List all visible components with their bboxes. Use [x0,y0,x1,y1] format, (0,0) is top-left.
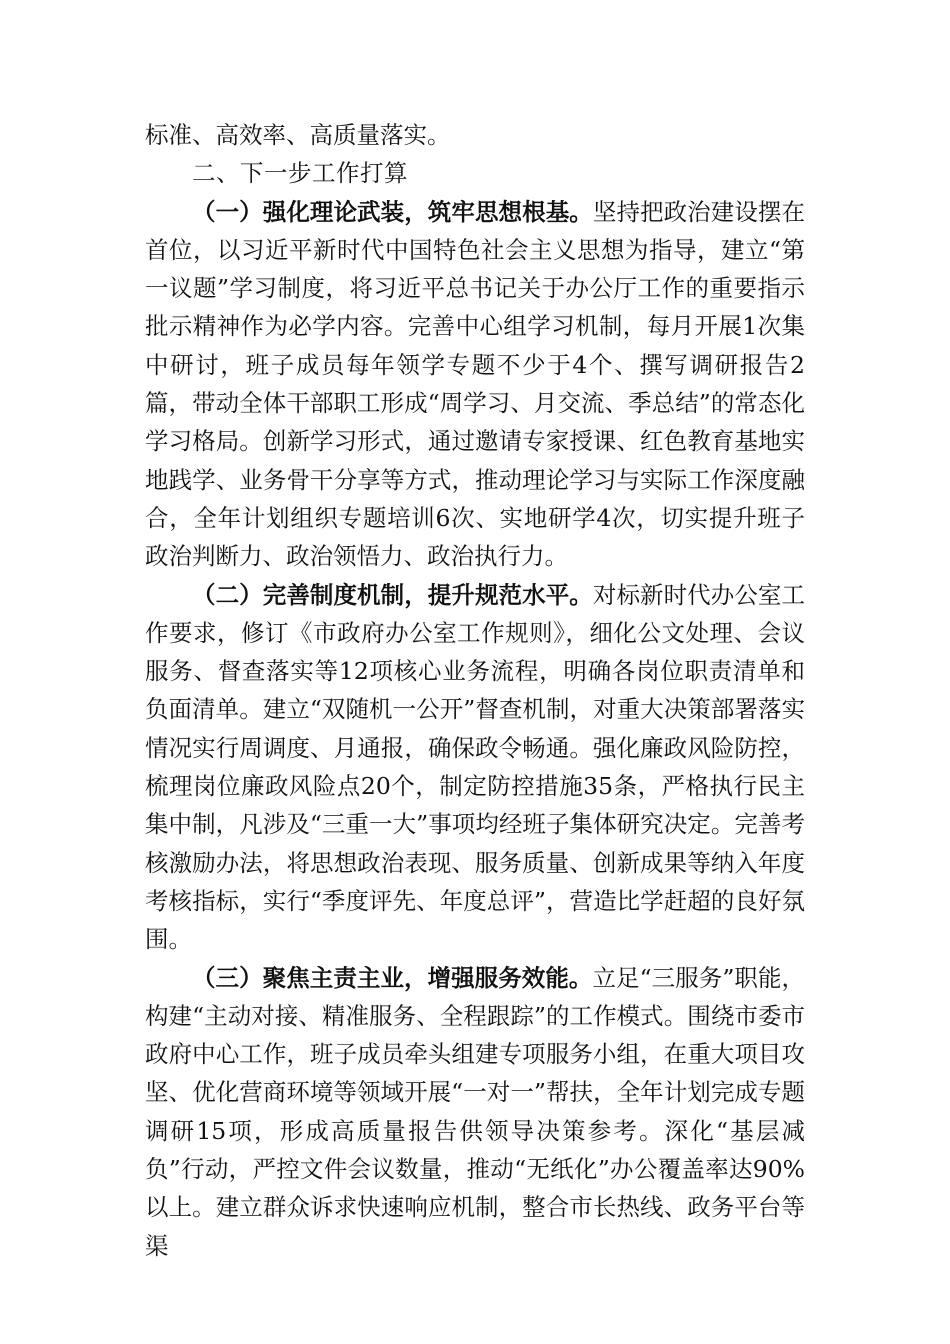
section-heading: 二、下一步工作打算 [192,159,408,188]
paragraph-1-body: 坚持把政治建设摆在首位，以习近平新时代中国特色社会主义思想为指导，建立“第一议题”学习制度，将习近平总书记关于办公厅工作的重要指示批示精神作为必学内容。完善中心组学习机制，每月开展1次集中研讨，班子成员每年领学专题不少于4个、撰写调研报告2篇，带动全体干部职工形成“周学习、月交流、季总结”的常态化学习格局。创新学习形式，通过邀请专家授课、红色教育基地实地践学、业务骨干分享等方式，推动理论学习与实际工作深度融合，全年计划组织专题培训6次、实地研学4次，切实提升班子政治判断力、政治领悟力、政治执行力。 [145,197,805,571]
paragraph-3 [145,959,805,1265]
paragraph-3-lead: （三）聚焦主责主业，增强服务效能。 [192,963,593,992]
paragraph-1 [145,193,805,576]
paragraph-2 [145,576,805,959]
paragraph-3-body: 立足“三服务”职能，构建“主动对接、精准服务、全程跟踪”的工作模式。围绕市委市政府中心工作，班子成员牵头组建专项服务小组，在重大项目攻坚、优化营商环境等领域开展“一对一”帮扶，全年计划完成专题调研15项，形成高质量报告供领导决策参考。深化“基层减负”行动，严控文件会议数量，推动“无纸化”办公覆盖率达90%以上。建立群众诉求快速响应机制，整合市长热线、政务平台等渠 [145,963,806,1260]
paragraph-2-lead: （二）完善制度机制，提升规范水平。 [192,580,593,609]
document-body [145,116,805,1265]
continuation-line: 标准、高效率、高质量落实。 [145,121,451,149]
paragraph-2-body: 对标新时代办公室工作要求，修订《市政府办公室工作规则》，细化公文处理、会议服务、督查落实等12项核心业务流程，明确各岗位职责清单和负面清单。建立“双随机一公开”督查机制，对重大决策部署落实情况实行周调度、月通报，确保政令畅通。强化廉政风险防控，梳理岗位廉政风险点20个，制定防控措施35条，严格执行民主集中制，凡涉及“三重一大”事项均经班子集体研究决定。完善考核激励办法，将思想政治表现、服务质量、创新成果等纳入年度考核指标，实行“季度评先、年度总评”，营造比学赶超的良好氛围。 [145,580,805,954]
paragraph-1-lead: （一）强化理论武装，筑牢思想根基。 [192,197,593,226]
